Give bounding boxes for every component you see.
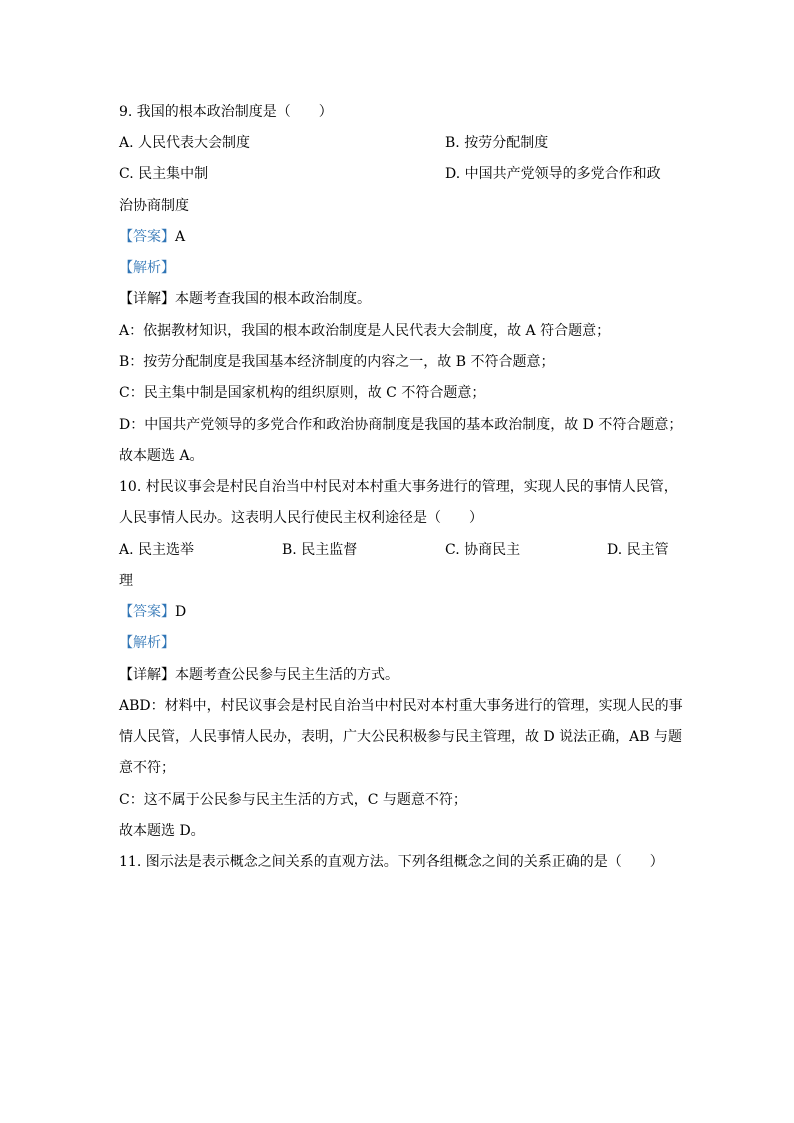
q10-analysis-line: C：这不属于公民参与民主生活的方式，C 与题意不符； [119, 792, 467, 808]
q10-answer [119, 602, 186, 622]
q10-option-d-continued: 理 [119, 573, 133, 589]
q9-analysis-tag [119, 258, 175, 278]
q9-analysis-line: D：中国共产党领导的多党合作和政治协商制度是我国的基本政治制度，故 D 不符合题意； [119, 417, 683, 433]
q10-option-a: A. 民主选举 [119, 542, 195, 558]
q9-analysis-line: A：依据教材知识，我国的根本政治制度是人民代表大会制度，故 A 符合题意； [119, 323, 611, 339]
q9-option-b: B. 按劳分配制度 [445, 135, 549, 151]
answer-tag: 【答案】 [119, 229, 175, 245]
detail-text: 本题考查公民参与民主生活的方式。 [175, 667, 399, 683]
q10-analysis-line: ABD：材料中，村民议事会是村民自治当中村民对本村重大事务进行的管理，实现人民的事 [119, 698, 683, 714]
q10-option-b: B. 民主监督 [282, 542, 358, 558]
q10-analysis-tag [119, 633, 175, 653]
q9-option-a: A. 人民代表大会制度 [119, 135, 251, 151]
q10-stem-line-2: 人民事情人民办。这表明人民行使民主权利途径是（ ） [119, 510, 483, 526]
q9-answer [119, 227, 185, 247]
analysis-tag: 【解析】 [119, 635, 175, 651]
q9-detail [119, 289, 371, 309]
answer-tag: 【答案】 [119, 604, 175, 620]
q9-conclusion: 故本题选 A。 [119, 448, 204, 464]
q10-stem-line-1: 10. 村民议事会是村民自治当中村民对本村重大事务进行的管理，实现人民的事情人民管， [119, 479, 678, 495]
q10-analysis-line: 情人民管，人民事情人民办，表明，广大公民积极参与民主管理，故 D 说法正确，AB 与题 [119, 729, 682, 745]
answer-value: A [175, 229, 186, 245]
q11-stem: 11. 图示法是表示概念之间关系的直观方法。下列各组概念之间的关系正确的是（ ） [119, 854, 664, 870]
q10-option-d: D. 民主管 [607, 542, 669, 558]
answer-value: D [175, 604, 187, 620]
q9-option-d-continued: 治协商制度 [119, 198, 189, 214]
q9-analysis-line: C：民主集中制是国家机构的组织原则，故 C 不符合题意； [119, 385, 486, 401]
q10-analysis-line: 意不符； [119, 760, 175, 776]
detail-tag: 【详解】 [119, 291, 175, 307]
q9-analysis-line: B：按劳分配制度是我国基本经济制度的内容之一，故 B 不符合题意； [119, 354, 555, 370]
detail-tag: 【详解】 [119, 667, 175, 683]
q9-option-d: D. 中国共产党领导的多党合作和政 [445, 166, 661, 182]
q10-detail [119, 665, 399, 685]
q10-option-c: C. 协商民主 [445, 542, 521, 558]
detail-text: 本题考查我国的根本政治制度。 [175, 291, 371, 307]
q9-option-c: C. 民主集中制 [119, 166, 209, 182]
q10-conclusion: 故本题选 D。 [119, 823, 205, 839]
analysis-tag: 【解析】 [119, 260, 175, 276]
q9-stem: 9. 我国的根本政治制度是（ ） [119, 104, 333, 120]
